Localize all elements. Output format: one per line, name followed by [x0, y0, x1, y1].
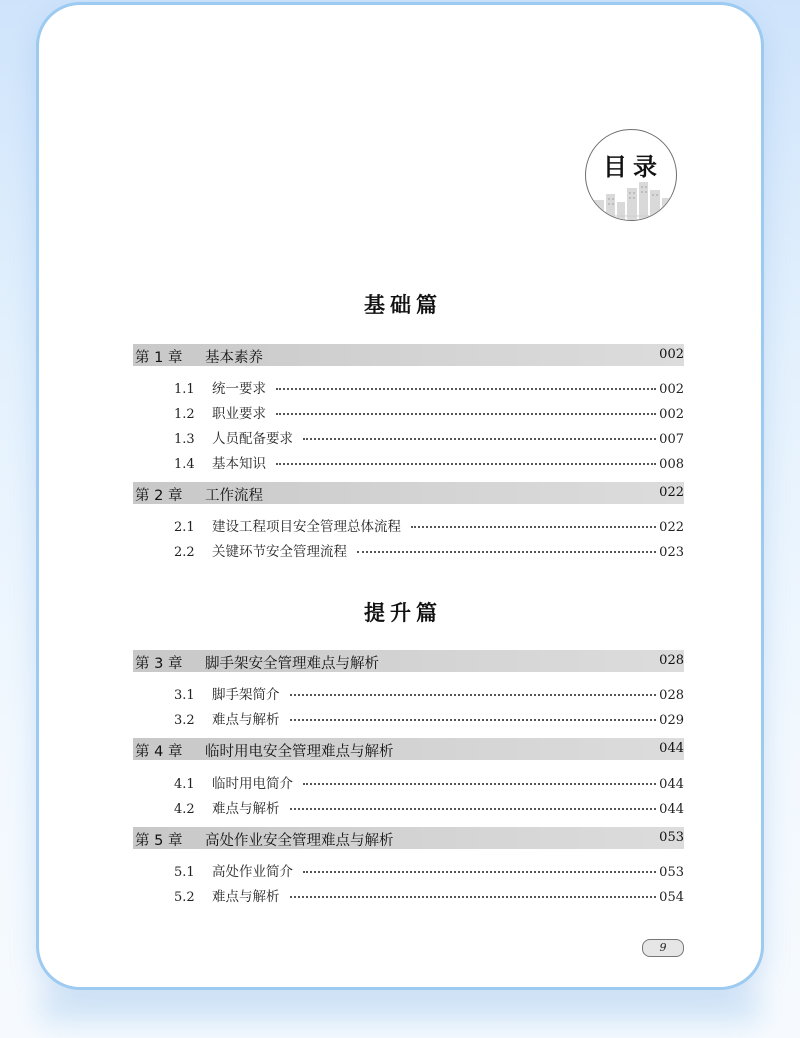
toc-entry[interactable] — [174, 540, 684, 560]
chapter-page: 002 — [659, 347, 684, 362]
chapter-title: 高处作业安全管理难点与解析 — [205, 833, 394, 849]
toc-entry[interactable] — [174, 452, 684, 472]
toc-entry[interactable] — [174, 797, 684, 817]
entry-page: 029 — [659, 713, 684, 728]
dot-leader — [357, 551, 656, 553]
entry-number: 3.1 — [174, 688, 195, 703]
dot-leader — [276, 463, 656, 465]
entry-title: 建设工程项目安全管理总体流程 — [212, 519, 401, 535]
entry-title: 高处作业简介 — [212, 864, 293, 880]
chapter-page: 022 — [659, 485, 684, 500]
entry-number: 1.2 — [174, 407, 195, 422]
chapter-page: 044 — [659, 741, 684, 756]
chapter-bar[interactable] — [133, 650, 684, 672]
entry-page: 054 — [659, 890, 684, 905]
entry-title: 职业要求 — [212, 406, 266, 422]
entry-title: 统一要求 — [212, 381, 266, 397]
section-title: 基础篇 — [364, 292, 442, 317]
entry-page: 007 — [659, 432, 684, 447]
entry-page: 023 — [659, 545, 684, 560]
entry-page: 008 — [659, 457, 684, 472]
toc-entry[interactable] — [174, 683, 684, 703]
chapter-number: 第 1 章 — [135, 350, 183, 366]
entry-title: 人员配备要求 — [212, 431, 293, 447]
entry-title: 脚手架简介 — [212, 687, 280, 703]
entry-number: 4.1 — [174, 777, 195, 792]
entry-title: 难点与解析 — [212, 889, 280, 905]
toc-entry[interactable] — [174, 427, 684, 447]
dot-leader — [290, 896, 657, 898]
section-title: 提升篇 — [364, 600, 442, 625]
toc-entry[interactable] — [174, 377, 684, 397]
dot-leader — [303, 438, 656, 440]
entry-number: 4.2 — [174, 802, 195, 817]
entry-number: 3.2 — [174, 713, 195, 728]
entry-title: 难点与解析 — [212, 712, 280, 728]
chapter-page: 053 — [659, 830, 684, 845]
toc-title: 目录 — [603, 153, 663, 181]
toc-page — [36, 2, 764, 990]
chapter-number: 第 5 章 — [135, 833, 183, 849]
entry-page: 053 — [659, 865, 684, 880]
chapter-number: 第 2 章 — [135, 488, 183, 504]
entry-page: 028 — [659, 688, 684, 703]
entry-number: 5.2 — [174, 890, 195, 905]
page-number: 9 — [642, 939, 684, 957]
entry-number: 2.2 — [174, 545, 195, 560]
chapter-title: 临时用电安全管理难点与解析 — [205, 744, 394, 760]
dot-leader — [411, 526, 656, 528]
dot-leader — [276, 388, 656, 390]
toc-entry[interactable] — [174, 515, 684, 535]
entry-title: 关键环节安全管理流程 — [212, 544, 347, 560]
entry-page: 002 — [659, 382, 684, 397]
entry-page: 022 — [659, 520, 684, 535]
entry-number: 1.1 — [174, 382, 195, 397]
dot-leader — [276, 413, 656, 415]
entry-page: 044 — [659, 777, 684, 792]
chapter-bar[interactable] — [133, 482, 684, 504]
dot-leader — [303, 783, 656, 785]
toc-entry[interactable] — [174, 708, 684, 728]
toc-entry[interactable] — [174, 885, 684, 905]
chapter-title: 基本素养 — [205, 350, 263, 366]
chapter-bar[interactable] — [133, 344, 684, 366]
toc-entry[interactable] — [174, 860, 684, 880]
entry-title: 临时用电简介 — [212, 776, 293, 792]
entry-number: 1.3 — [174, 432, 195, 447]
chapter-bar[interactable] — [133, 827, 684, 849]
page-shadow — [36, 990, 764, 1026]
toc-entry[interactable] — [174, 772, 684, 792]
entry-page: 044 — [659, 802, 684, 817]
chapter-title: 工作流程 — [205, 488, 263, 504]
entry-title: 难点与解析 — [212, 801, 280, 817]
entry-title: 基本知识 — [212, 456, 266, 472]
chapter-page: 028 — [659, 653, 684, 668]
entry-number: 5.1 — [174, 865, 195, 880]
chapter-bar[interactable] — [133, 738, 684, 760]
chapter-number: 第 3 章 — [135, 656, 183, 672]
entry-number: 1.4 — [174, 457, 195, 472]
dot-leader — [290, 719, 657, 721]
entry-page: 002 — [659, 407, 684, 422]
entry-number: 2.1 — [174, 520, 195, 535]
dot-leader — [303, 871, 656, 873]
toc-entry[interactable] — [174, 402, 684, 422]
chapter-number: 第 4 章 — [135, 744, 183, 760]
dot-leader — [290, 808, 657, 810]
chapter-title: 脚手架安全管理难点与解析 — [205, 656, 379, 672]
toc-badge — [585, 129, 677, 221]
dot-leader — [290, 694, 657, 696]
